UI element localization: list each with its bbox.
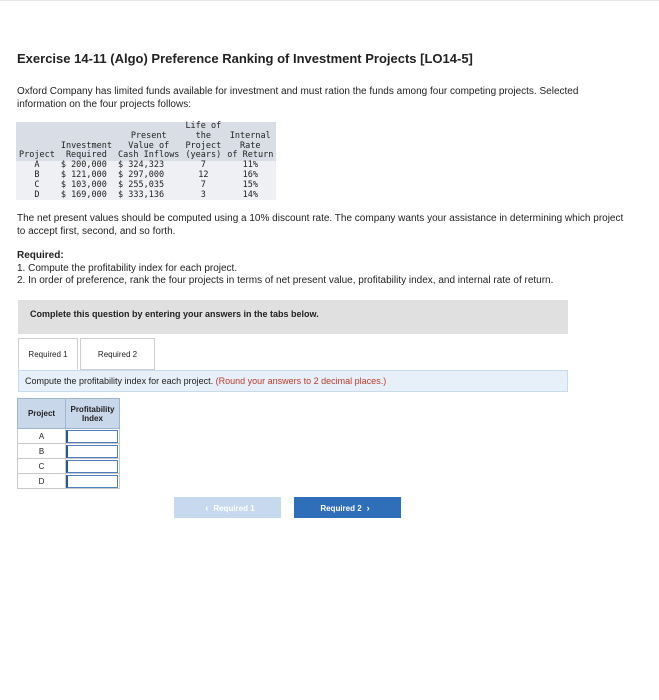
cell-present-value: $ 333,136 [115,191,182,201]
next-label: Required 2 [320,504,362,513]
project-data-table [16,122,276,200]
cell-investment: $ 103,000 [58,181,115,191]
answer-header-row [18,399,120,429]
pi-input-d[interactable] [66,475,118,488]
answer-row [18,429,120,444]
cell-irr: 14% [224,191,276,201]
answer-project: B [18,444,66,459]
profitability-index-table [17,398,120,489]
header-life: Life of the Project (years) [182,122,224,161]
answer-project: A [18,429,66,444]
answer-cell [66,459,120,474]
answer-row [18,444,120,459]
prev-label: Required 1 [213,504,255,513]
cell-life: 3 [182,191,224,201]
instruction-text: Compute the profitability index for each project. [25,376,216,386]
prev-required-1-button[interactable] [174,497,281,518]
cell-present-value: $ 255,035 [115,181,182,191]
required-item-1: 1. Compute the profitability index for each project. [17,263,238,274]
cell-irr: 16% [224,171,276,181]
header-investment: Investment Required [58,122,115,161]
required-item-2: 2. In order of preference, rank the four projects in terms of net present value, profitability index, and internal rate of return. [17,275,554,286]
cell-project: C [16,181,58,191]
table-row [16,191,276,201]
pi-input-b[interactable] [66,445,118,458]
next-required-2-button[interactable] [294,497,401,518]
complete-question-banner: Complete this question by entering your answers in the tabs below. [18,300,568,334]
cell-irr: 11% [224,161,276,171]
answer-cell [66,429,120,444]
answer-cell [66,444,120,459]
discount-rate-note: The net present values should be computed using a 10% discount rate. The company wants your assistance in determining which project to accept first, second, and so forth. [17,213,624,237]
answer-row [18,474,120,489]
chevron-right-icon: › [366,503,370,513]
required-heading: Required: [17,250,64,261]
cell-life: 7 [182,181,224,191]
cell-project: B [16,171,58,181]
answer-cell [66,474,120,489]
cell-investment: $ 121,000 [58,171,115,181]
pi-input-a[interactable] [66,430,118,443]
cell-irr: 15% [224,181,276,191]
answer-header-pi: Profitability Index [66,399,120,429]
intro-text: Oxford Company has limited funds available for investment and must ration the funds among four competing projects. Selected information on the four projects follows: [17,86,579,110]
answer-project: C [18,459,66,474]
cell-life: 7 [182,161,224,171]
cell-project: D [16,191,58,201]
cell-project: A [16,161,58,171]
chevron-left-icon: ‹ [205,503,209,513]
table-header-row [16,122,276,161]
page-title: Exercise 14-11 (Algo) Preference Ranking of Investment Projects [LO14-5] [17,51,473,66]
tab-required-2[interactable]: Required 2 [80,338,155,370]
answer-row [18,459,120,474]
answer-header-project: Project [18,399,66,429]
cell-investment: $ 169,000 [58,191,115,201]
header-present-value: Present Value of Cash Inflows [115,122,182,161]
cell-life: 12 [182,171,224,181]
required-list [17,263,637,287]
tab-required-1[interactable]: Required 1 [18,338,78,370]
answer-project: D [18,474,66,489]
header-irr: Internal Rate of Return [224,122,276,161]
top-divider [0,0,659,1]
rounding-hint: (Round your answers to 2 decimal places.) [215,376,387,386]
cell-present-value: $ 297,000 [115,171,182,181]
cell-investment: $ 200,000 [58,161,115,171]
instruction-bar [18,370,568,392]
header-project: Project [16,122,58,161]
pi-input-c[interactable] [66,460,118,473]
cell-present-value: $ 324,323 [115,161,182,171]
